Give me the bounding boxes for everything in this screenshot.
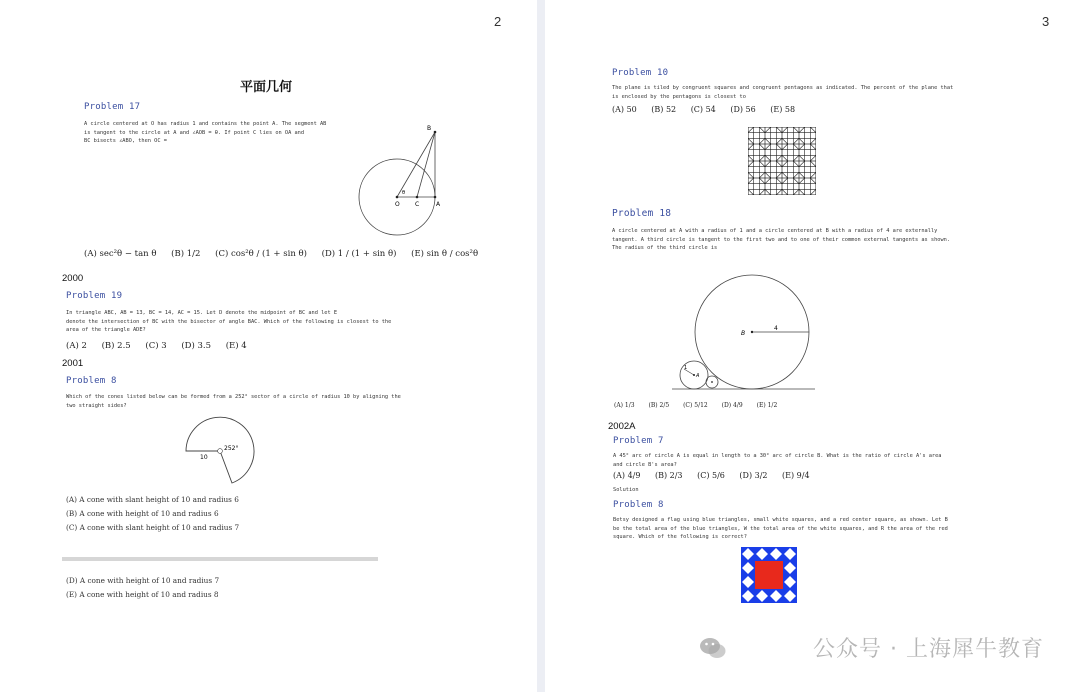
choice-c: (C) 5/12	[683, 402, 708, 409]
choice-d: (D) 56	[730, 105, 756, 114]
problem-text	[84, 120, 354, 146]
text-line: and circle B's area?	[613, 461, 677, 468]
radius-label: 10	[200, 454, 208, 461]
problem-title: Problem 19	[66, 291, 123, 301]
choice-b: (B) 52	[651, 105, 677, 114]
problem-title: Problem 8	[66, 376, 117, 386]
label-a: A	[436, 201, 441, 208]
point-b	[434, 131, 437, 134]
choice-b: (B) 1/2	[171, 249, 201, 259]
choice-e: (E) A cone with height of 10 and radius 8	[66, 590, 219, 599]
text-line: be the total area of the blue triangles, W the total area of the white squares, and R the area of the red	[613, 525, 948, 532]
page-gutter	[537, 0, 545, 692]
problem-title: Problem 18	[612, 208, 672, 219]
page-number: 3	[1042, 14, 1050, 29]
choices	[614, 402, 789, 409]
text-line: The radius of the third circle is	[612, 245, 718, 252]
choices	[84, 249, 490, 259]
label-o: O	[395, 201, 400, 208]
choice-a: (A) sec²θ − tan θ	[84, 249, 157, 259]
choice-a: (A) 50	[612, 105, 637, 114]
year-label: 2000	[62, 273, 84, 284]
problem-text	[66, 393, 446, 410]
choice-b: (B) A cone with height of 10 and radius 6	[66, 509, 219, 518]
text-line: A 45° arc of circle A is equal in length to a 30° arc of circle B. What is the ratio of circle A's area	[613, 453, 942, 459]
text-line: BC bisects ∠ABO, then OC =	[84, 138, 167, 145]
solution-link[interactable]: Solution	[613, 487, 639, 493]
year-label: 2002A	[608, 421, 636, 432]
flag-figure	[741, 547, 797, 603]
choices	[66, 341, 259, 351]
choice-b: (B) 2/5	[648, 402, 670, 409]
choice-b: (B) 2/3	[654, 471, 683, 480]
choice-d: (D) 3/2	[739, 471, 768, 480]
problem-title: Problem 10	[612, 68, 669, 78]
year-label: 2001	[62, 358, 84, 369]
circles-figure	[670, 270, 820, 395]
sector-center	[218, 449, 223, 454]
choice-a: (A) 2	[66, 341, 87, 351]
problem-text	[612, 84, 1012, 101]
text-line: two straight sides?	[66, 402, 127, 409]
problem-text	[66, 309, 446, 335]
right-page	[545, 0, 1080, 692]
problem-title: Problem 17	[84, 102, 141, 112]
problem17-figure	[355, 120, 450, 240]
label-theta: θ	[402, 190, 406, 196]
page-number: 2	[494, 14, 502, 29]
text-line: square. Which of the following is correct?	[613, 534, 747, 541]
text-line: is tangent to the circle at A and ∠AOB = θ. If point C lies on OA and	[84, 129, 305, 136]
text-line: is enclosed by the pentagons is closest to	[612, 93, 746, 100]
point-b	[751, 331, 753, 333]
problem-text	[613, 516, 1033, 542]
sector-figure	[180, 414, 260, 484]
problem-text	[613, 452, 1013, 469]
choices	[612, 105, 807, 114]
watermark-text: 公众号 · 上海犀牛教育	[813, 637, 1044, 662]
point-a	[693, 374, 695, 376]
text-line: Betsy designed a flag using blue triangles, small white squares, and a red center square, as shown. Let B	[613, 517, 948, 523]
text-line: denote the intersection of BC with the bisector of angle BAC. Which of the following is closest to the	[66, 318, 392, 325]
problem-text	[612, 227, 1032, 253]
problem-title: Problem 8	[613, 500, 664, 510]
choice-c: (C) cos²θ / (1 + sin θ)	[215, 249, 307, 259]
third-center	[711, 381, 713, 383]
label-c: C	[415, 201, 420, 208]
segment-ob	[397, 132, 435, 197]
choice-e: (E) 58	[770, 105, 796, 114]
choice-c: (C) 3	[145, 341, 167, 351]
choice-d: (D) 3.5	[181, 341, 212, 351]
label-b: B	[741, 330, 746, 337]
point-o	[396, 196, 399, 199]
flag-red-square	[755, 561, 783, 589]
choice-d: (D) 4/9	[721, 402, 743, 409]
angle-label: 252°	[224, 445, 239, 452]
text-line: A circle centered at O has radius 1 and contains the point A. The segment AB	[84, 121, 327, 127]
choice-c: (C) 5/6	[697, 471, 725, 480]
section-title: 平面几何	[240, 80, 293, 95]
choice-a: (A) 4/9	[613, 471, 641, 480]
label-4: 4	[774, 325, 778, 332]
tiling-figure	[748, 127, 816, 195]
label-a: A	[696, 373, 700, 379]
choices	[613, 471, 822, 480]
choice-b: (B) 2.5	[101, 341, 131, 351]
point-c	[416, 196, 419, 199]
choice-e: (E) sin θ / cos²θ	[411, 249, 479, 259]
wechat-icon	[699, 636, 727, 660]
left-page	[0, 0, 537, 692]
text-line: tangent. A third circle is tangent to the first two and to one of their common external tangents as shown.	[612, 236, 951, 243]
choice-d: (D) A cone with height of 10 and radius 7	[66, 576, 220, 585]
choice-a: (A) A cone with slant height of 10 and radius 6	[66, 495, 239, 504]
text-line: area of the triangle ADE?	[66, 327, 146, 334]
choice-e: (E) 4	[225, 341, 247, 351]
tiling-grid	[748, 127, 816, 195]
segment-bc	[417, 132, 435, 197]
text-line: The plane is tiled by congruent squares and congruent pentagons as indicated. The percent of the plane that	[612, 85, 954, 91]
text-line: In triangle ABC, AB = 13, BC = 14, AC = 15. Let D denote the midpoint of BC and let E	[66, 310, 338, 316]
problem-title: Problem 7	[613, 436, 664, 446]
label-1: 1	[684, 365, 688, 371]
choice-c: (C) A cone with slant height of 10 and radius 7	[66, 523, 240, 532]
point-a	[434, 196, 437, 199]
text-line: A circle centered at A with a radius of 1 and a circle centered at B with a radius of 4 are externally	[612, 228, 938, 234]
page-break-divider	[62, 557, 378, 561]
choice-a: (A) 1/3	[614, 402, 635, 409]
choice-e: (E) 1/2	[756, 402, 778, 409]
label-b: B	[427, 125, 432, 132]
choice-c: (C) 54	[690, 105, 716, 114]
text-line: Which of the cones listed below can be formed from a 252° sector of a circle of radius 10 by aligning the	[66, 394, 401, 400]
choice-d: (D) 1 / (1 + sin θ)	[321, 249, 397, 259]
choice-e: (E) 9/4	[782, 471, 810, 480]
